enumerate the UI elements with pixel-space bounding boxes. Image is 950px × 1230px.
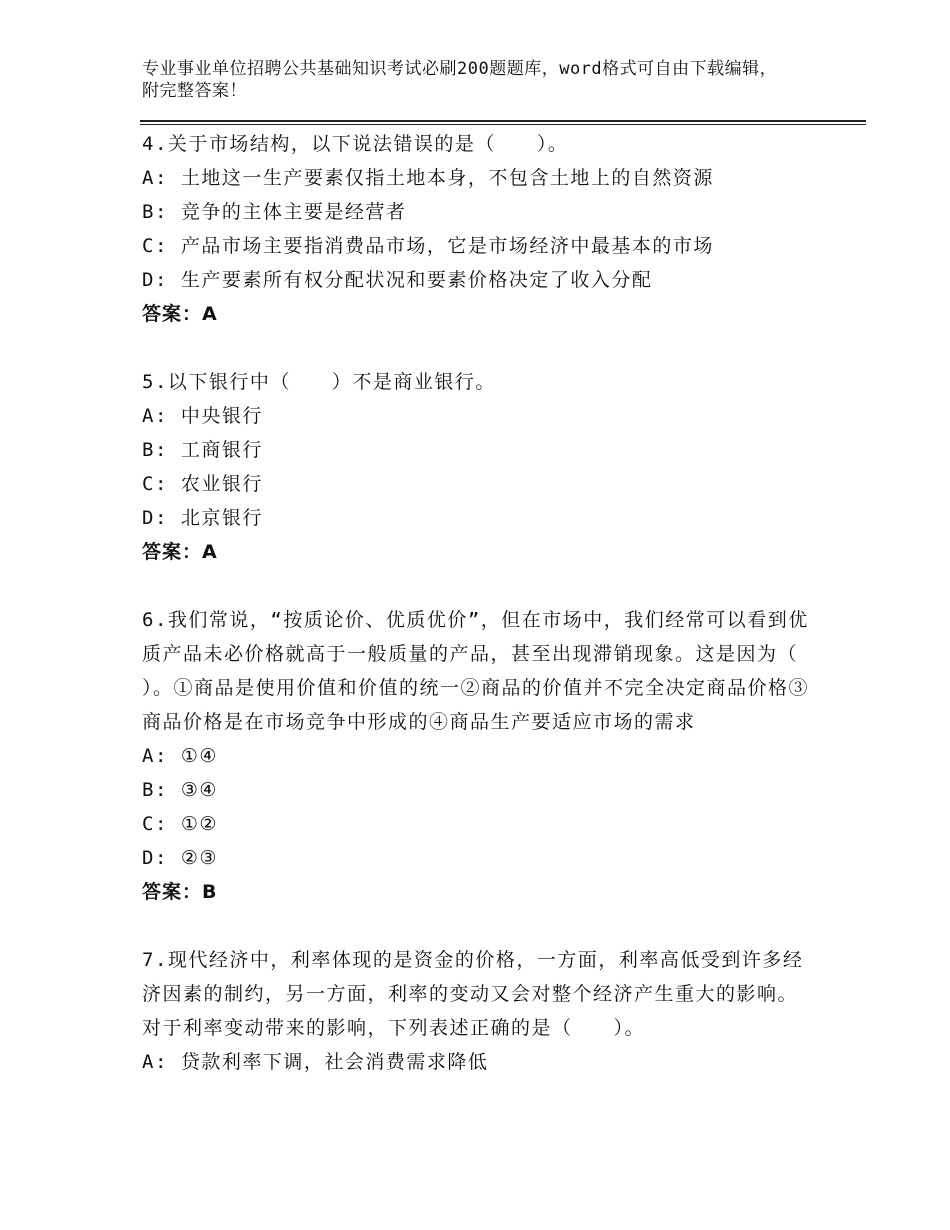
option-a: A: 土地这一生产要素仅指土地本身，不包含土地上的自然资源 — [142, 167, 714, 189]
question-stem: 5.以下银行中（ ）不是商业银行。 — [142, 371, 496, 393]
option-b: B: 竞争的主体主要是经营者 — [142, 201, 407, 223]
option-c: C: ①② — [142, 813, 218, 835]
option-c: C: 产品市场主要指消费品市场，它是市场经济中最基本的市场 — [142, 235, 714, 257]
question-stem: 6.我们常说，“按质论价、优质优价”，但在市场中，我们经常可以看到优质产品未必价格就高于一般质量的产品，甚至出现滞销现象。这是因为（ ）。①商品是使用价值和价值的统一②商品的价值并不完全决定商品价格③商品价格是在市场竞争中形成的④商品生产要适应市场的需求 — [142, 609, 840, 733]
page-header: 专业事业单位招聘公共基础知识考试必刷200题题库，word格式可自由下载编辑，附完整答案！ — [142, 59, 778, 101]
question-6 — [142, 603, 840, 909]
answer-label: 答案：A — [142, 541, 218, 563]
question-5 — [142, 365, 812, 569]
question-7 — [142, 943, 812, 1079]
option-a: A: ①④ — [142, 745, 218, 767]
question-list — [142, 127, 840, 1113]
option-a: A: 贷款利率下调，社会消费需求降低 — [142, 1051, 489, 1073]
header-divider-thin — [140, 124, 866, 125]
answer-label: 答案：B — [142, 881, 218, 903]
option-d: D: 生产要素所有权分配状况和要素价格决定了收入分配 — [142, 269, 653, 291]
option-b: B: ③④ — [142, 779, 218, 801]
header-divider — [140, 120, 866, 122]
option-d: D: 北京银行 — [142, 507, 263, 529]
question-4 — [142, 127, 812, 331]
answer-label: 答案：A — [142, 303, 218, 325]
option-c: C: 农业银行 — [142, 473, 263, 495]
question-stem: 4.关于市场结构，以下说法错误的是（ ）。 — [142, 133, 569, 155]
option-b: B: 工商银行 — [142, 439, 263, 461]
question-stem: 7.现代经济中，利率体现的是资金的价格，一方面，利率高低受到许多经济因素的制约，另一方面，利率的变动又会对整个经济产生重大的影响。对于利率变动带来的影响，下列表述正确的是（ ）。 — [142, 949, 804, 1039]
option-a: A: 中央银行 — [142, 405, 263, 427]
option-d: D: ②③ — [142, 847, 218, 869]
